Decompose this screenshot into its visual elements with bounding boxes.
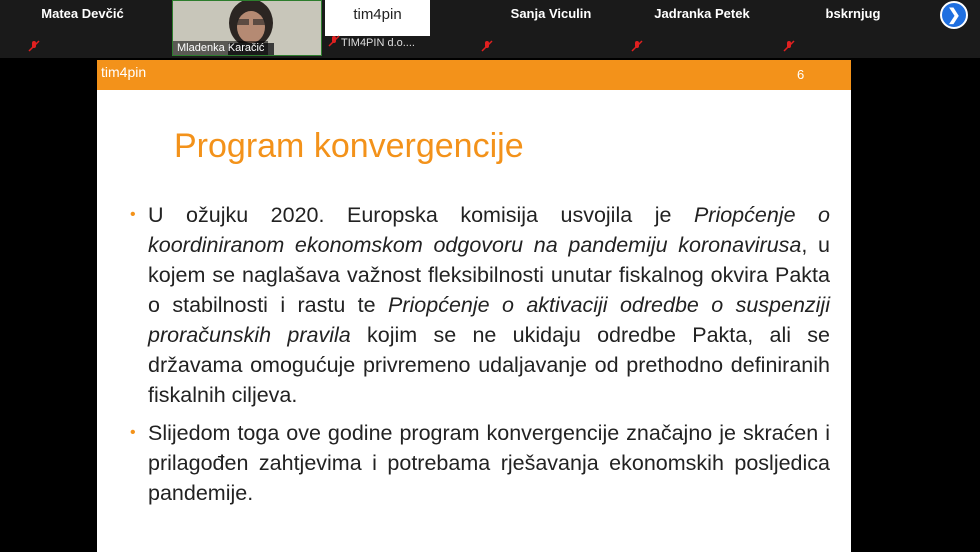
muted-mic-icon [328,35,340,47]
participant-tile-jadranka[interactable] [628,0,776,56]
participant-name: Matea Devčić [41,6,124,21]
bullet-text: kojim se ne ukidaju odredbe Pakta, ali se državama omogućuje privremeno udaljavanje od prethodno definiranih fiskalnih ciljeva. [148,323,830,407]
bullet-text: U ožujku 2020. Europska komisija usvojila je [148,203,694,227]
slide-logo: tim4pin [101,64,147,80]
participant-tile-tim4pin[interactable] [325,0,430,50]
muted-mic-icon [631,40,643,52]
participant-tile-sanja[interactable] [476,0,626,56]
bullet-text-italic: Priopćenje o aktivaciji odredbe o suspenziji proračunskih pravila [148,293,830,347]
bullet-text: Slijedom toga ove godine program konvergencije značajno je skraćen i prilagođen zahtjevima i potrebama rješavanja ekonomskih posljedica pandemije. [148,421,830,505]
shared-slide [97,60,851,552]
bullet-item [130,200,830,410]
participant-video-mladenka[interactable] [172,0,322,56]
participant-name: bskrnjug [825,6,881,21]
slide-bullets [130,200,830,516]
participant-name: Sanja Viculin [510,6,592,21]
participant-name: TIM4PIN d.o.... [325,36,430,50]
bullet-item [130,418,830,508]
participant-name: Jadranka Petek [654,6,750,21]
bullet-text: , u kojem se naglašava važnost fleksibilnosti unutar fiskalnog okvira Pakta o stabilnosti i rastu te [148,233,830,317]
slide-title: Program konvergencije [174,127,524,165]
muted-mic-icon [783,40,795,52]
participant-tile-bskrnjug[interactable] [778,0,928,56]
muted-mic-icon [28,40,40,52]
bullet-text-italic: Priopćenje o koordiniranom ekonomskom odgovoru na pandemiju koronavirusa [148,203,830,257]
muted-mic-icon [481,40,493,52]
next-page-button[interactable] [940,1,968,29]
tim4pin-logo: tim4pin [353,6,402,23]
participant-strip [0,0,980,58]
participant-name: Mladenka Karačić [173,41,268,55]
slide-header-bar [97,60,851,90]
slide-page-number: 6 [797,67,805,82]
chevron-right-icon: ❯ [947,7,961,24]
participant-tile-matea[interactable] [0,0,165,56]
